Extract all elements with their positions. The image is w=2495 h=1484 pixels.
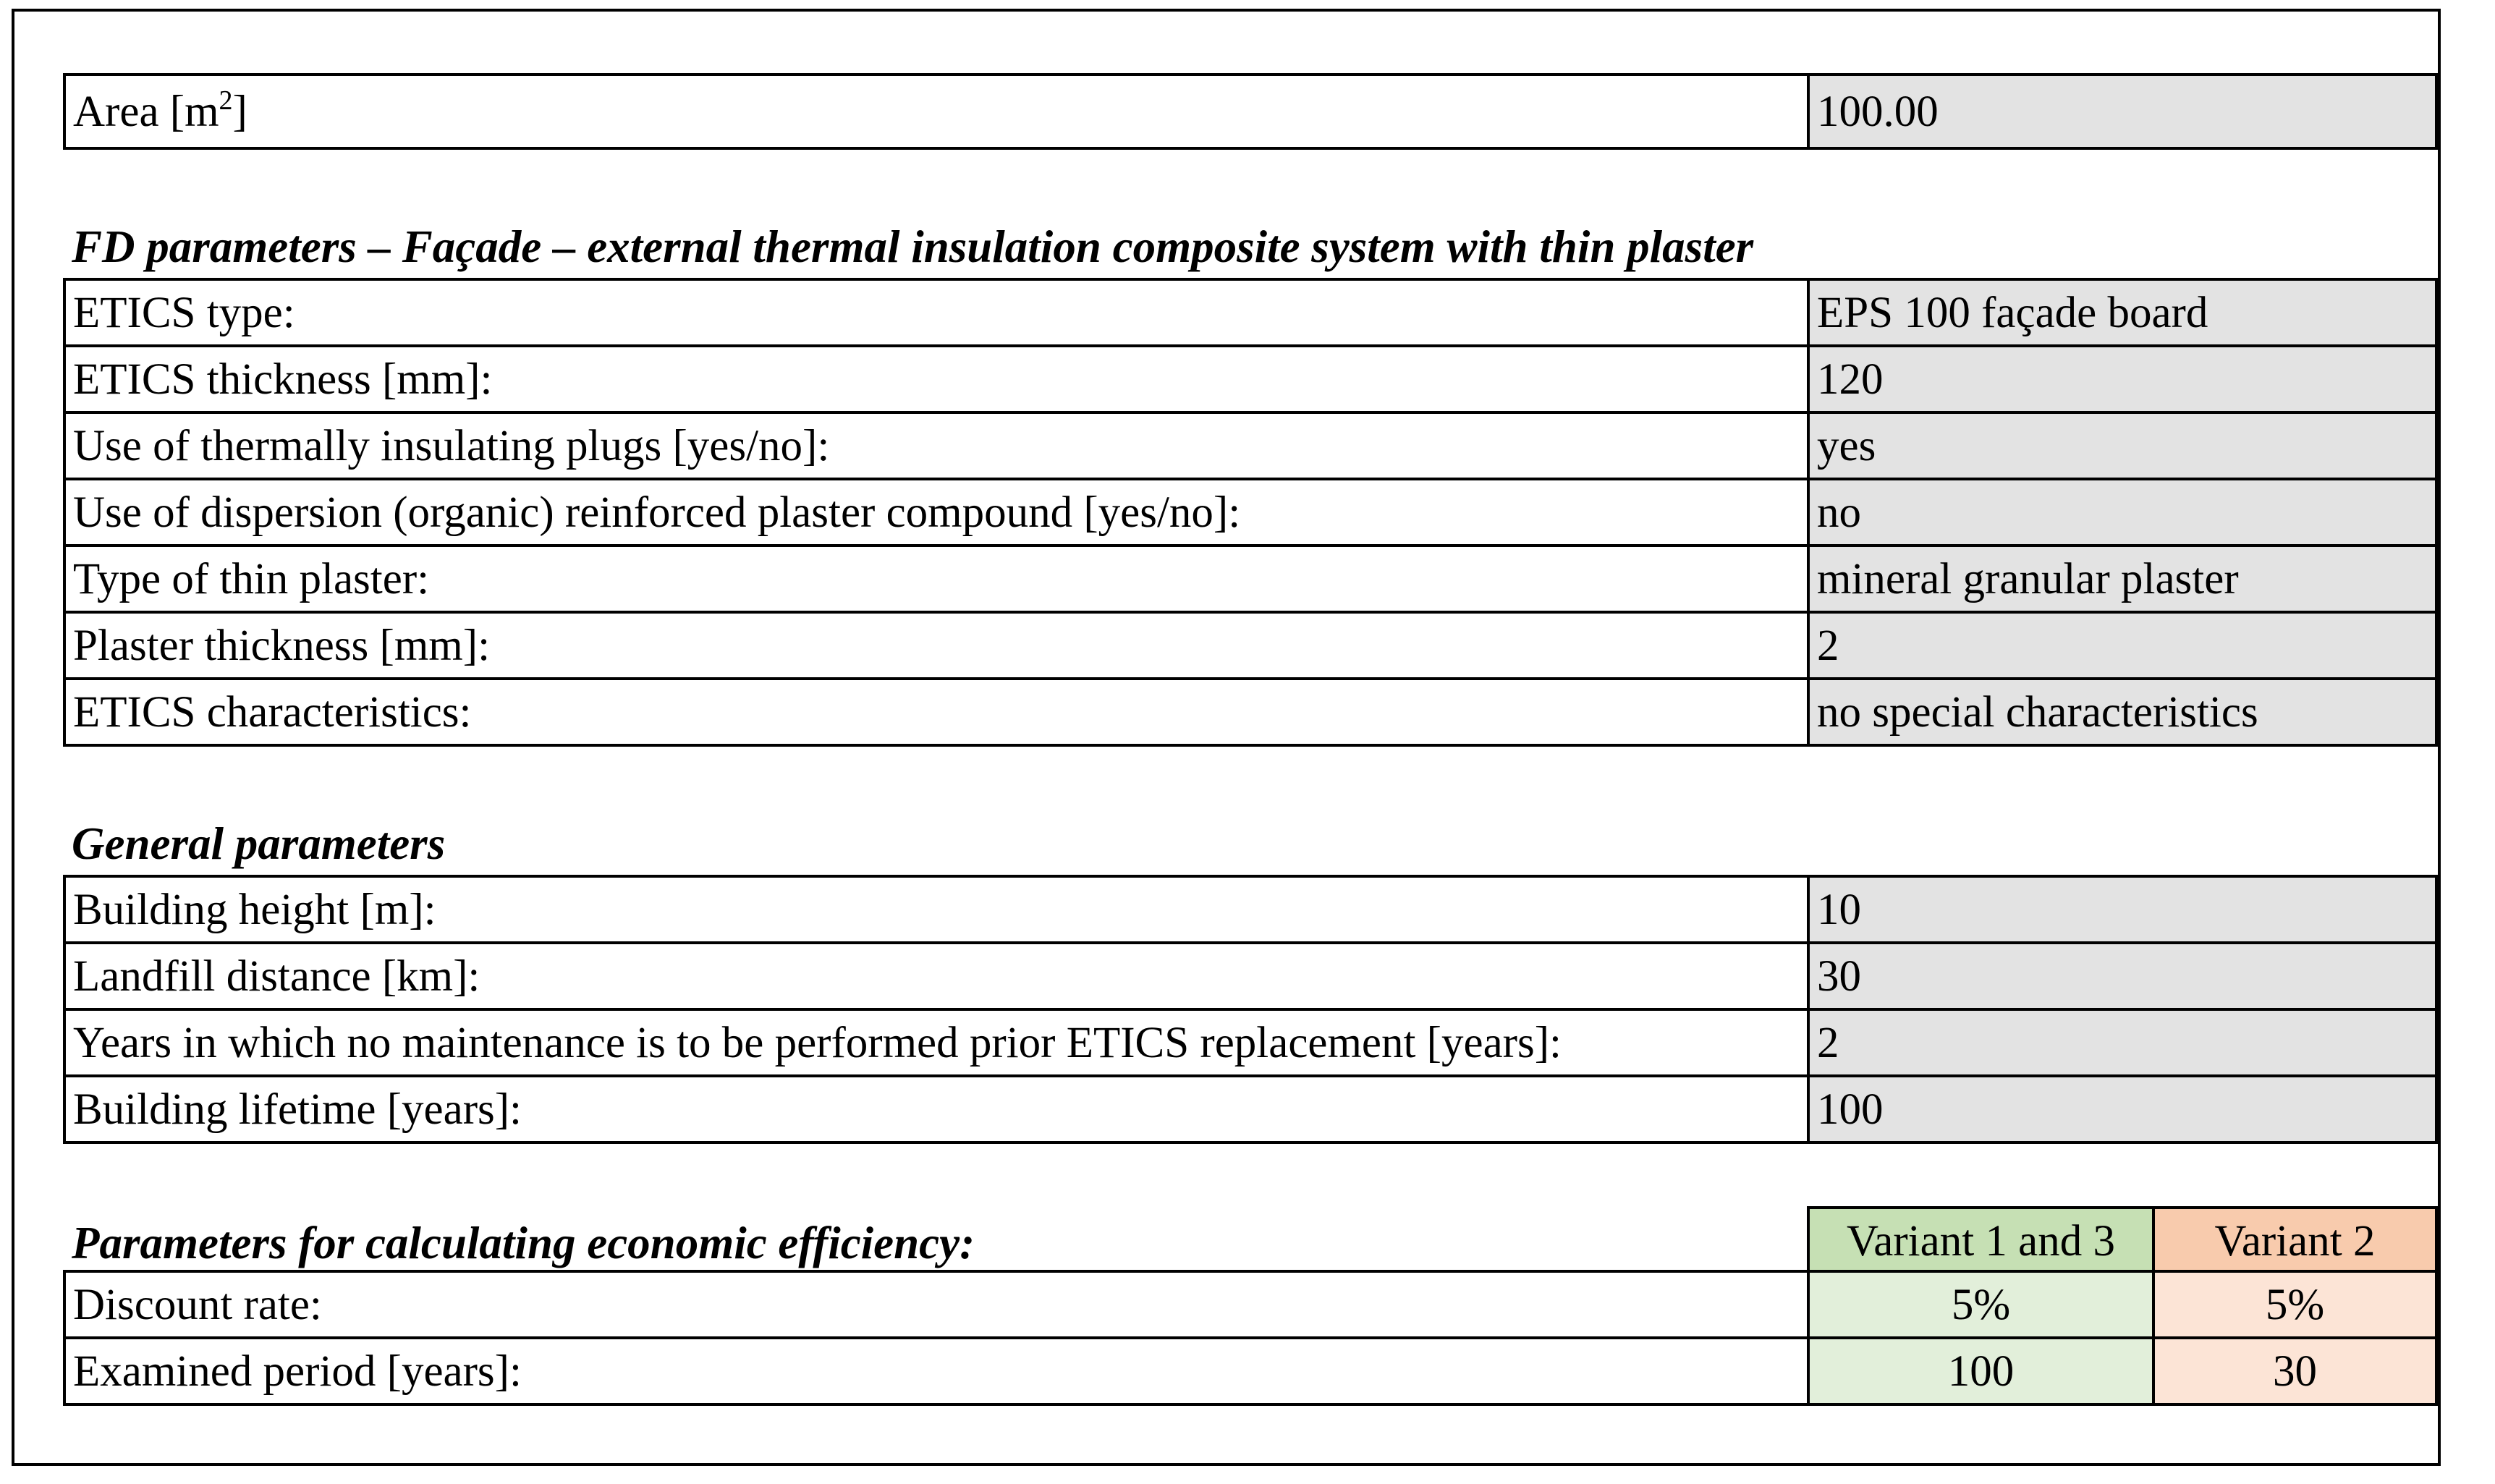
table-row [64,943,2436,1009]
row-label: Type of thin plaster: [64,546,1808,612]
table-row [64,1338,2436,1404]
variant-2-value: 30 [2153,1338,2436,1404]
row-label: Use of dispersion (organic) reinforced plaster compound [yes/no]: [64,479,1808,546]
row-value: yes [1808,412,2436,479]
general-parameters-table [63,875,2438,1144]
table-row [64,876,2436,943]
table-row [64,612,2436,679]
economic-parameters-table [63,1270,2438,1406]
table-row [64,1076,2436,1142]
economic-section-title: Parameters for calculating economic efficiency: [72,1218,975,1268]
row-label: Years in which no maintenance is to be performed prior ETICS replacement [years]: [64,1009,1808,1076]
table-row [64,479,2436,546]
fd-section-title: FD parameters – Façade – external thermal insulation composite system with thin plaster [72,221,1754,272]
row-value: 2 [1808,1009,2436,1076]
variant-2-header: Variant 2 [2153,1208,2436,1274]
row-value: mineral granular plaster [1808,546,2436,612]
table-row [64,346,2436,412]
row-value: 100 [1808,1076,2436,1142]
row-label: Discount rate: [64,1271,1808,1338]
row-value: 30 [1808,943,2436,1009]
area-table [63,73,2438,150]
table-row [64,279,2436,346]
row-value: EPS 100 façade board [1808,279,2436,346]
row-label: Landfill distance [km]: [64,943,1808,1009]
area-value: 100.00 [1808,75,2436,148]
area-row [64,75,2436,148]
fd-parameters-table [63,278,2438,747]
row-label: Examined period [years]: [64,1338,1808,1404]
row-label: ETICS characteristics: [64,679,1808,745]
table-row [64,546,2436,612]
table-row [64,1271,2436,1338]
area-label: Area $[m^2]$ [64,75,1808,148]
row-value: no special characteristics [1808,679,2436,745]
row-value: 120 [1808,346,2436,412]
row-label: Plaster thickness [mm]: [64,612,1808,679]
variant-2-value: 5% [2153,1271,2436,1338]
variant-1-3-value: 100 [1808,1338,2153,1404]
row-label: Use of thermally insulating plugs [yes/no]: [64,412,1808,479]
table-row [64,1009,2436,1076]
variant-header-row [1808,1208,2436,1274]
variant-1-3-header: Variant 1 and 3 [1808,1208,2153,1274]
row-label: Building lifetime [years]: [64,1076,1808,1142]
table-row [64,679,2436,745]
row-value: 10 [1808,876,2436,943]
row-value: no [1808,479,2436,546]
row-label: ETICS thickness [mm]: [64,346,1808,412]
economic-header-table [1807,1206,2438,1276]
row-label: ETICS type: [64,279,1808,346]
variant-1-3-value: 5% [1808,1271,2153,1338]
row-value: 2 [1808,612,2436,679]
row-label: Building height [m]: [64,876,1808,943]
general-section-title: General parameters [72,818,446,869]
table-row [64,412,2436,479]
